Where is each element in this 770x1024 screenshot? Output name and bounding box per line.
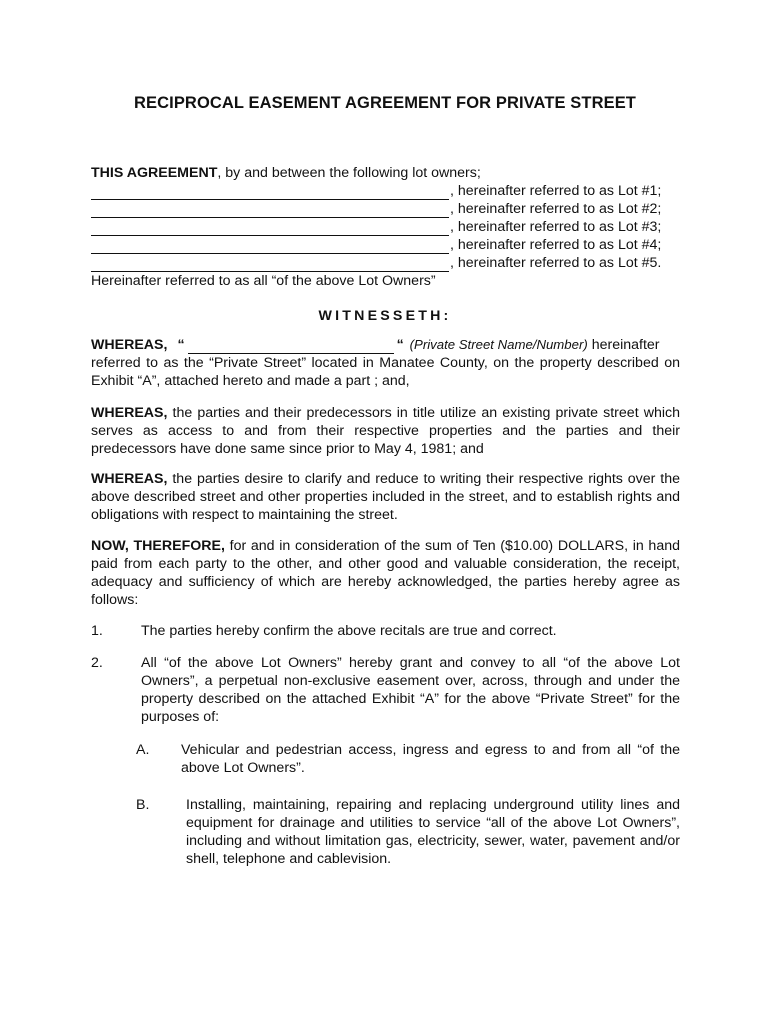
private-street-hint: (Private Street Name/Number) — [409, 337, 588, 352]
lot-3-text: , hereinafter referred to as Lot #3; — [450, 219, 662, 235]
whereas-2-bold: WHEREAS, — [91, 405, 168, 421]
intro-lead-bold: THIS AGREEMENT — [91, 165, 218, 181]
lot-5-text: , hereinafter referred to as Lot #5. — [450, 255, 662, 271]
lot-line-4 — [91, 236, 680, 254]
item-2-text: All “of the above Lot Owners” hereby grant and convey to all “of the above Lot Owners”, a perpetual non-exclusive easement over, across, through and under the property described on the attached Exhibit “A” for the above “Private Street” for the purposes of: — [141, 655, 680, 725]
item-1-number: 1. — [91, 623, 103, 639]
whereas-1-text: referred to as the “Private Street” located in Manatee County, on the property described on Exhibit “A”, attached hereto and made a part ; and, — [91, 355, 680, 389]
subitem-b-letter: B. — [136, 797, 150, 813]
lot-1-blank[interactable] — [91, 185, 449, 200]
lot-4-blank[interactable] — [91, 239, 449, 254]
intro-lead — [91, 164, 680, 182]
witnesseth-heading: WITNESSETH: — [318, 308, 452, 324]
lot-3-blank[interactable] — [91, 221, 449, 236]
now-therefore-text: for and in consideration of the sum of Ten ($10.00) DOLLARS, in hand paid from each party to the other, and other good and valuable consideration, the receipt, adequacy and sufficiency of which are hereby acknowledged, the parties hereby agree as follows: — [91, 538, 680, 608]
whereas-paragraph-2 — [91, 404, 680, 458]
subitem-a-text: Vehicular and pedestrian access, ingress and egress to and from all “of the above Lot Owners”. — [181, 742, 680, 776]
lot-4-text: , hereinafter referred to as Lot #4; — [450, 237, 662, 253]
lot-line-5 — [91, 254, 680, 272]
lot-line-3 — [91, 218, 680, 236]
lot-line-2 — [91, 200, 680, 218]
whereas-paragraph-1 — [91, 336, 680, 390]
document-title: RECIPROCAL EASEMENT AGREEMENT FOR PRIVATE STREET — [134, 94, 636, 112]
whereas-1-bold: WHEREAS, — [91, 337, 168, 353]
lot-line-1 — [91, 182, 680, 200]
subitem-a-letter: A. — [136, 742, 150, 758]
item-1-text: The parties hereby confirm the above recitals are true and correct. — [141, 623, 557, 639]
whereas-paragraph-3 — [91, 470, 680, 524]
private-street-blank[interactable] — [188, 341, 394, 354]
item-2-number: 2. — [91, 655, 103, 671]
whereas-1-close-quote: “ — [396, 337, 404, 353]
whereas-1-rest-line1: hereinafter — [587, 337, 660, 353]
subitem-b-text: Installing, maintaining, repairing and replacing underground utility lines and equipment for drainage and utilities to service “all of the above Lot Owners”, including and without limitation gas, electricity, sewer, water, pavement and/or shell, telephone and cablevision. — [186, 797, 680, 867]
lot-2-blank[interactable] — [91, 203, 449, 218]
hereinafter-line: Hereinafter referred to as all “of the above Lot Owners” — [91, 273, 436, 289]
intro-lead-rest: , by and between the following lot owners; — [217, 165, 481, 181]
now-therefore-paragraph — [91, 537, 680, 609]
whereas-2-text: the parties and their predecessors in title utilize an existing private street which serves as access to and from their respective properties and the parties and their predecessors have done same since prior to May 4, 1981; and — [91, 405, 680, 457]
whereas-3-text: the parties desire to clarify and reduce to writing their respective rights over the above described street and other properties included in the street, and to establish rights and obligations with respect to maintaining the street. — [91, 471, 680, 523]
lot-2-text: , hereinafter referred to as Lot #2; — [450, 201, 662, 217]
now-therefore-bold: NOW, THEREFORE, — [91, 538, 225, 554]
lot-5-blank[interactable] — [91, 257, 449, 272]
intro-section — [91, 164, 680, 290]
whereas-3-bold: WHEREAS, — [91, 471, 168, 487]
whereas-1-open-quote: “ — [177, 337, 185, 353]
lot-1-text: , hereinafter referred to as Lot #1; — [450, 183, 662, 199]
